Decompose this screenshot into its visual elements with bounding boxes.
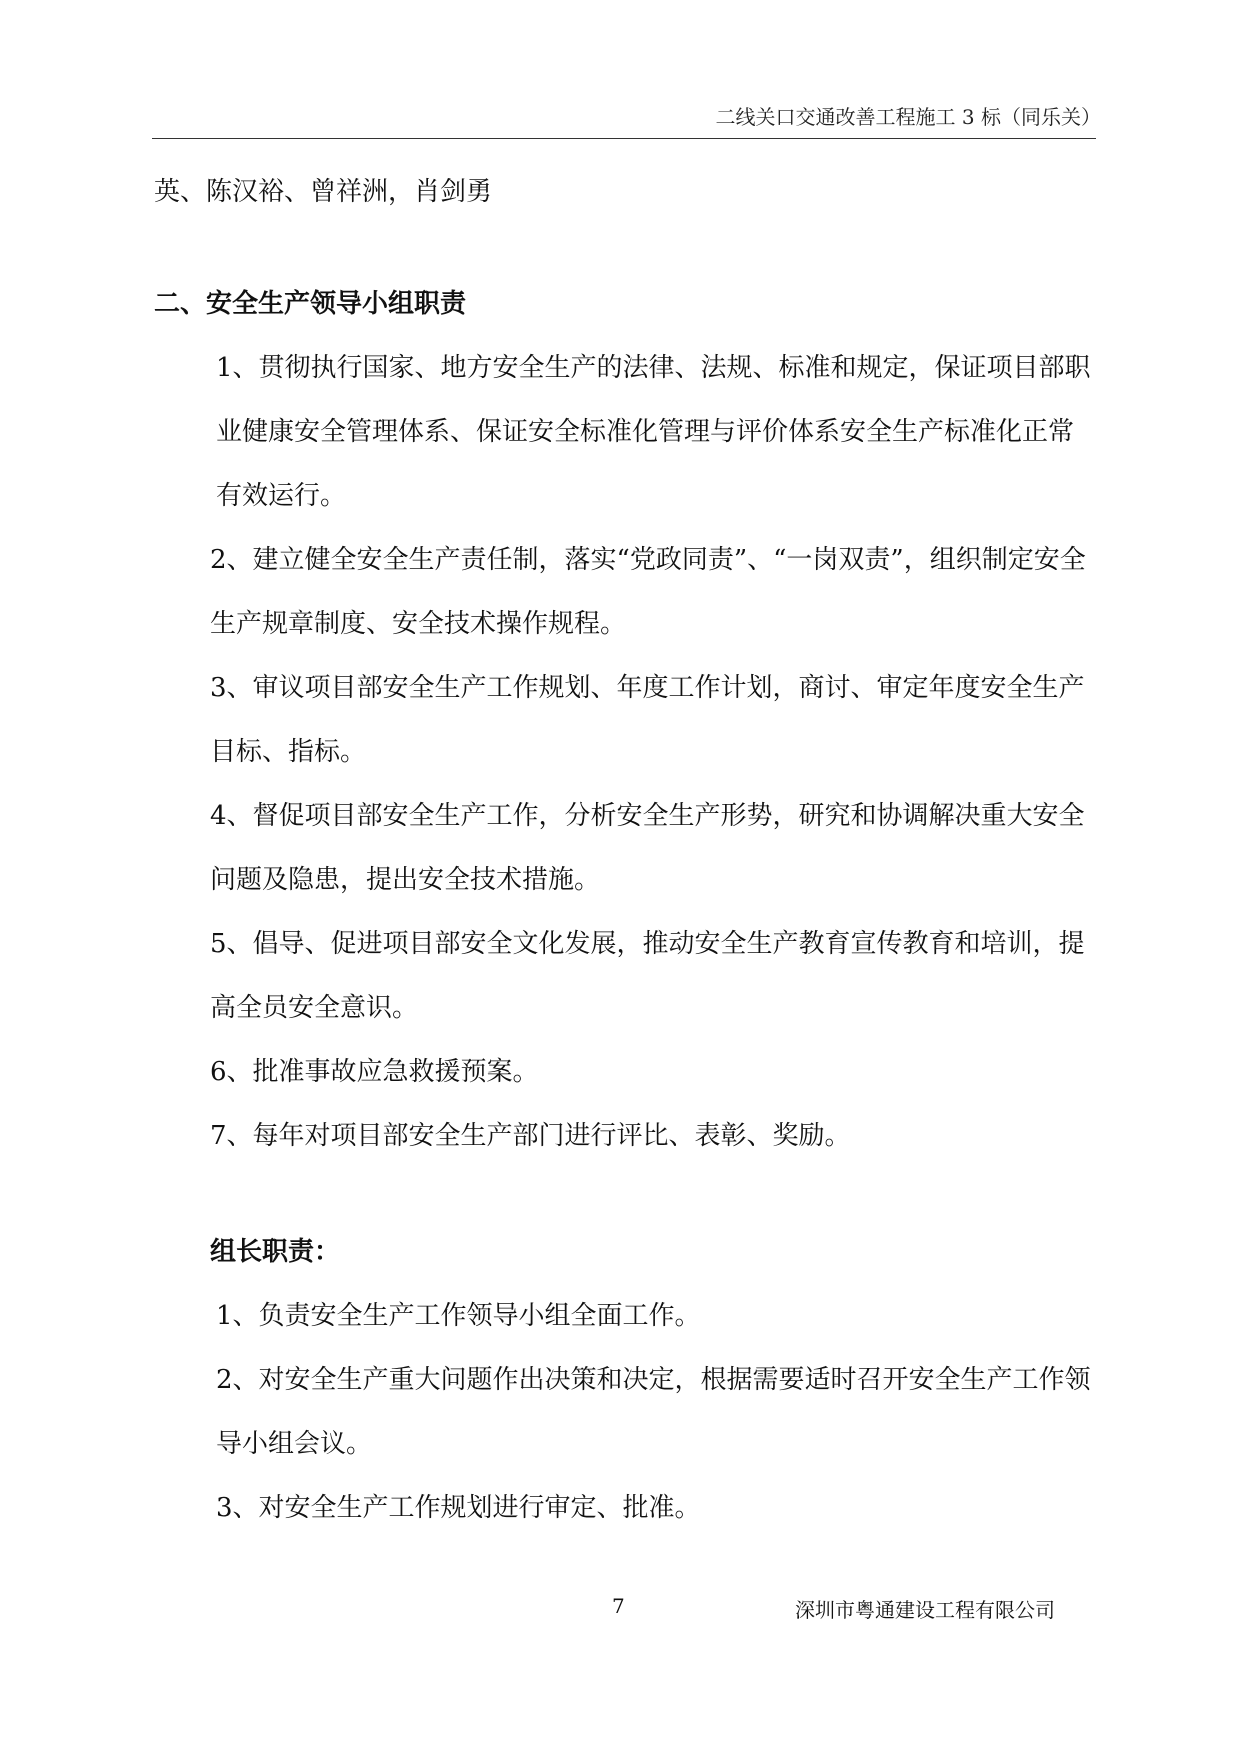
list-item: 4、督促项目部安全生产工作，分析安全生产形势，研究和协调解决重大安全问题及隐患，提出安全技术措施。: [210, 801, 1085, 895]
list-item: 7、每年对项目部安全生产部门进行评比、表彰、奖励。: [210, 1121, 851, 1151]
header-divider: [152, 138, 1096, 139]
list-item: 5、倡导、促进项目部安全文化发展，推动安全生产教育宣传教育和培训，提高全员安全意识。: [210, 929, 1085, 1023]
continuation-line: 英、陈汉裕、曾祥洲，肖剑勇: [154, 177, 493, 207]
spacer: [154, 224, 1094, 272]
leader-item: 3、对安全生产工作规划进行审定、批准。: [216, 1493, 701, 1523]
spacer: [154, 1168, 1094, 1220]
leader-item: 1、负责安全生产工作领导小组全面工作。: [216, 1301, 701, 1331]
document-body: [154, 160, 1094, 1540]
list-item: 2、建立健全安全生产责任制，落实“党政同责”、“一岗双责”，组织制定安全生产规章制度、安全技术操作规程。: [210, 545, 1086, 639]
company-name: 深圳市粤通建设工程有限公司: [795, 1598, 1055, 1622]
list-item: 6、批准事故应急救援预案。: [210, 1057, 539, 1087]
leader-heading: 组长职责：: [210, 1237, 341, 1267]
list-item: 3、审议项目部安全生产工作规划、年度工作计划，商讨、审定年度安全生产目标、指标。: [210, 673, 1085, 767]
page-number: 7: [612, 1594, 625, 1618]
leader-item: 2、对安全生产重大问题作出决策和决定，根据需要适时召开安全生产工作领导小组会议。: [216, 1365, 1091, 1459]
running-header: 二线关口交通改善工程施工 3 标（同乐关）: [715, 105, 1101, 129]
section-heading: 二、安全生产领导小组职责: [154, 289, 467, 319]
list-item: 1、贯彻执行国家、地方安全生产的法律、法规、标准和规定，保证项目部职业健康安全管理体系、保证安全标准化管理与评价体系安全生产标准化正常有效运行。: [216, 353, 1091, 511]
